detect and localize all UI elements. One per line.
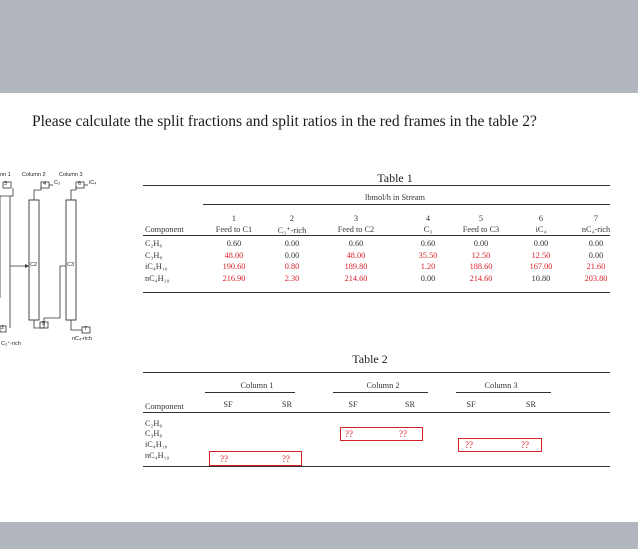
red-frame-column-3[interactable] [458,438,542,452]
stream-5-number: 5 [42,321,46,327]
table-1-cell: 189.80 [344,262,368,271]
stream-4-number: 4 [43,181,47,187]
table-1-stream-number: 4 [425,214,431,223]
table-2-sf-2: SF [348,400,358,409]
table-2-title: Table 2 [352,352,388,366]
placeholder-sf-column-3: ?? [465,440,473,450]
placeholder-sf-column-2: ?? [345,429,353,439]
table-1-stream-number: 5 [478,214,484,223]
table-1-component: iC₄H₁₀ [145,262,168,271]
red-frame-column-1[interactable] [209,451,302,466]
ic4-top-label: iC₄ [89,180,97,186]
placeholder-sf-column-1: ?? [220,454,228,464]
table-1-component: C₃H₈ [145,251,163,260]
table-1-stream-number: 2 [289,214,295,223]
table-1-stream-name: C₃⁺-rich [277,226,307,235]
table-2-component-nc4h10: nC₄H₁₀ [145,451,170,460]
table-1-stream-number: 3 [353,214,359,223]
question-text: Please calculate the split fractions and split ratios in the red frames in the table 2? [32,113,537,130]
table-2-sr-3: SR [525,400,537,409]
c3-side-label: C3 [67,262,75,268]
table-1-cell: 0.00 [420,274,436,283]
table-1-cell: 167.00 [529,262,553,271]
table-2-component-ic4h10: iC₄H₁₀ [145,440,168,449]
column-2-shell [29,200,39,320]
table-1-cell: 1.20 [420,262,436,271]
table-1-stream-number: 1 [231,214,237,223]
table-1-cell: 0.00 [588,239,604,248]
table-1-cell: 190.60 [222,262,246,271]
table-1-cell: 214.60 [344,274,368,283]
stream-2-number: 2 [1,325,5,331]
top-gray-band [0,0,638,93]
table-1-subtitle: lbmol/h in Stream [365,193,425,202]
table-1-cell: 216.90 [222,274,246,283]
table-1-cell: 12.50 [531,251,551,260]
table-1-stream-number: 6 [538,214,544,223]
red-frame-column-2[interactable] [340,427,423,441]
c3-top-label: C₃ [54,180,61,186]
table-1-cell: 0.00 [533,239,549,248]
placeholder-sr-column-2: ?? [399,429,407,439]
bottom-gray-band [0,522,638,549]
table-1-cell: 0.00 [284,251,300,260]
stream-6-number: 6 [78,181,82,187]
table-2-column-3-header: Column 3 [484,381,518,390]
table-2-sf-3: SF [466,400,476,409]
table-1-stream-name: Feed to C1 [215,225,253,234]
table-1-cell: 0.60 [226,239,242,248]
table-2-sr-1: SR [281,400,293,409]
table-2-component-c3h8: C₃H₈ [145,429,163,438]
table-1-cell: 188.60 [469,262,493,271]
distillation-columns-drawing [0,178,115,348]
nc4-rich-label: nC₄-rich [72,336,92,342]
c3-plus-rich-label: C₃⁺-rich [1,341,21,347]
table-1-cell: 0.80 [284,262,300,271]
column-1-label: nn 1 [0,172,11,178]
table-1-cell: 0.00 [473,239,489,248]
table-2-component-c2h6: C₂H₆ [145,419,163,428]
table-1-cell: 10.80 [531,274,551,283]
table-2-column-1-header: Column 1 [240,381,274,390]
table-1-cell: 21.60 [586,262,606,271]
column-3-shell [66,200,76,320]
table-1-cell: 0.60 [420,239,436,248]
table-1-title: Table 1 [377,171,413,185]
table-2-sr-2: SR [404,400,416,409]
table-1-stream-number: 7 [593,214,599,223]
table-1-stream-name: iC₄ [535,225,547,234]
table-1-component: nC₄H₁₀ [145,274,170,283]
table-1-component: C₂H₆ [145,239,163,248]
table-1-cell: 48.00 [224,251,244,260]
table-1-cell: 48.00 [346,251,366,260]
table-1-cell: 2.30 [284,274,300,283]
table-2-column-2-header: Column 2 [366,381,400,390]
table-2-component-header: Component [145,402,184,411]
table-1-stream-name: C₃ [423,225,433,234]
placeholder-sr-column-3: ?? [521,440,529,450]
table-1-cell: 12.50 [471,251,491,260]
c2-side-label: C2 [30,262,38,268]
column-3-label: Column 3 [59,172,83,178]
table-1-stream-name: Feed to C3 [462,225,500,234]
table-1-cell: 0.00 [284,239,300,248]
table-1-stream-name: nC₄-rich [581,225,611,234]
table-2-sf-1: SF [223,400,233,409]
table-1-cell: 0.00 [588,251,604,260]
table-1-stream-name: Feed to C2 [337,225,375,234]
table-1-cell: 214.60 [469,274,493,283]
table-1-cell: 203.80 [584,274,608,283]
table-1-component-header: Component [145,225,184,234]
stream-7-number: 7 [84,326,88,332]
stream-3-number: 3 [4,181,8,187]
table-1-cell: 0.60 [348,239,364,248]
placeholder-sr-column-1: ?? [282,454,290,464]
table-1-cell: 35.50 [418,251,438,260]
column-2-label: Column 2 [22,172,46,178]
